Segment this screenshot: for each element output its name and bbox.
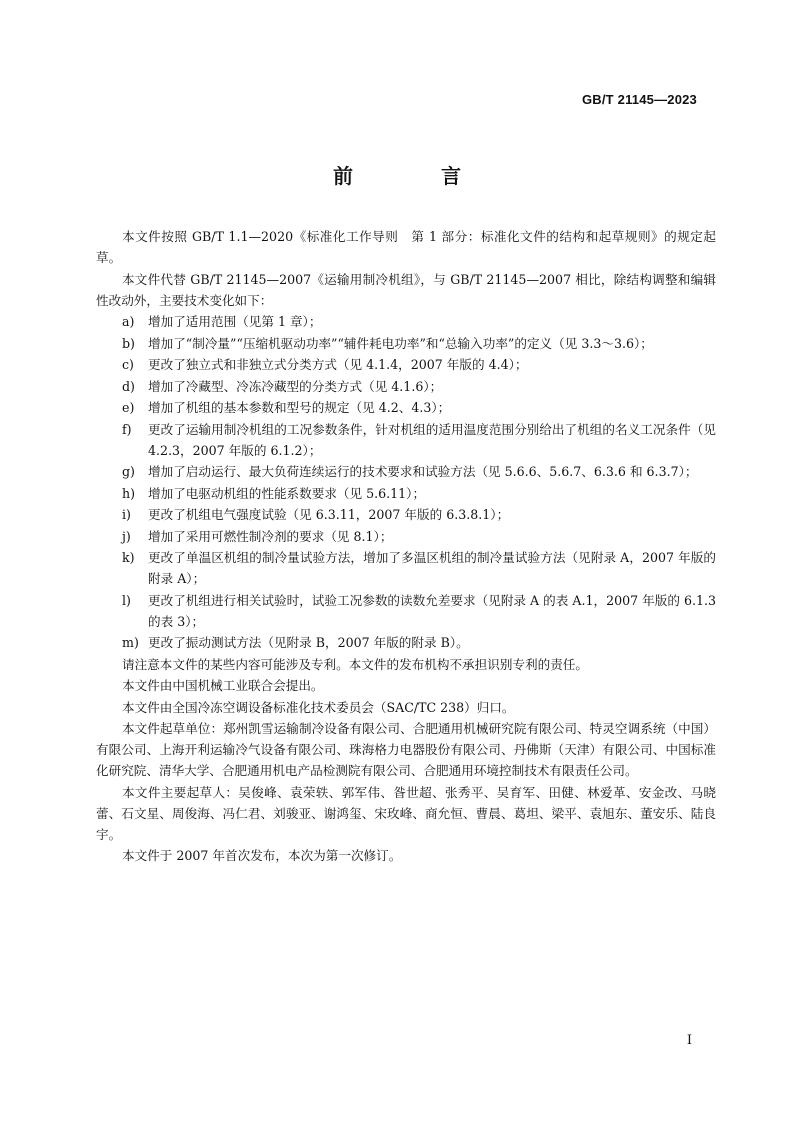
list-item <box>96 504 716 525</box>
list-item-text: 更改了运输用制冷机组的工况参数条件，针对机组的适用温度范围分别给出了机组的名义工况条件（见 4.2.3，2007 年版的 6.1.2）； <box>148 421 716 458</box>
list-item <box>96 311 716 332</box>
list-item-text: 增加了“制冷量”“压缩机驱动功率”“辅件耗电功率”和“总输入功率”的定义（见 3.3～3.6）； <box>148 335 653 351</box>
drafting-units: 本文件起草单位：郑州凯雪运输制冷设备有限公司、合肥通用机械研究院有限公司、特灵空调系统（中国）有限公司、上海开利运输冷气设备有限公司、珠海格力电器股份有限公司、丹佛斯（天津）有限公司、中国标准化研究院、清华大学、合肥通用机电产品检测院有限公司、合肥通用环境控制技术有限责任公司。 <box>96 721 716 778</box>
list-item <box>96 483 716 504</box>
changes-list <box>96 311 716 653</box>
list-item <box>96 333 716 354</box>
intro-paragraph: 本文件按照 GB/T 1.1—2020《标准化工作导则 第 1 部分：标准化文件的结构和起草规则》的规定起草。 <box>96 229 716 265</box>
list-item <box>96 397 716 418</box>
list-item-text: 增加了适用范围（见第 1 章）； <box>148 314 322 329</box>
list-item-text: 增加了冷藏型、冷冻冷藏型的分类方式（见 4.1.6）； <box>148 378 443 394</box>
list-item <box>96 632 716 653</box>
list-item-text: 更改了独立式和非独立式分类方式（见 4.1.4，2007 年版的 4.4）； <box>148 357 528 372</box>
list-item-text: 增加了启动运行、最大负荷连续运行的技术要求和试验方法（见 5.6.6、5.6.7、6.3.6 和 6.3.7）； <box>148 464 698 479</box>
list-marker: f) <box>122 421 132 437</box>
list-item-text: 更改了振动测试方法（见附录 B，2007 年版的附录 B）。 <box>148 635 469 650</box>
list-marker: k) <box>122 550 135 565</box>
list-marker: b) <box>122 335 135 351</box>
list-item-text: 增加了采用可燃性制冷剂的要求（见 8.1）； <box>148 528 393 544</box>
standard-number: GB/T 21145—2023 <box>581 92 697 107</box>
list-item <box>96 590 716 632</box>
list-marker: c) <box>122 357 134 372</box>
list-item-text: 增加了机组的基本参数和型号的规定（见 4.2、4.3）； <box>148 400 451 415</box>
patent-notice: 请注意本文件的某些内容可能涉及专利。本文件的发布机构不承担识别专利的责任。 <box>122 656 588 672</box>
list-item <box>96 461 716 482</box>
list-item-text: 更改了单温区机组的制冷量试验方法，增加了多温区机组的制冷量试验方法（见附录 A，2007 年版的附录 A）； <box>148 550 716 586</box>
drafters: 本文件主要起草人：吴俊峰、袁荣轶、郭军伟、昝世超、张秀平、吴育军、田健、林爱革、安金改、马晓蕾、石文星、周俊海、冯仁君、刘骏亚、谢鸿玺、宋玫峰、商允恒、曹晨、葛坦、梁平、袁旭东、董安乐、陆良宇。 <box>96 784 716 842</box>
list-item <box>96 526 716 547</box>
list-item-text: 增加了电驱动机组的性能系数要求（见 5.6.11）； <box>148 485 426 501</box>
list-marker: h) <box>122 485 136 501</box>
committee-statement: 本文件由全国冷冻空调设备标准化技术委员会（SAC/TC 238）归口。 <box>122 699 515 715</box>
list-item <box>96 376 716 397</box>
list-marker: i) <box>122 507 131 522</box>
page-title: 前 言 <box>333 164 495 188</box>
list-item-text: 更改了机组电气强度试验（见 6.3.11，2007 年版的 6.3.8.1）； <box>148 507 510 522</box>
list-marker: d) <box>122 378 135 394</box>
list-marker: e) <box>122 400 135 415</box>
list-marker: a) <box>122 314 135 329</box>
page-number: I <box>686 1033 692 1048</box>
list-marker: m) <box>122 635 139 650</box>
proposer-statement: 本文件由中国机械工业联合会提出。 <box>122 678 324 693</box>
publication-history: 本文件于 2007 年首次发布，本次为第一次修订。 <box>122 848 402 863</box>
list-item <box>96 354 716 375</box>
list-item-text: 更改了机组进行相关试验时，试验工况参数的读数允差要求（见附录 A 的表 A.1，2007 年版的 6.1.3 的表 3）； <box>148 592 716 629</box>
list-marker: g) <box>122 464 135 479</box>
list-item <box>96 547 716 589</box>
list-marker: l) <box>122 592 131 608</box>
foreword-body <box>96 226 716 867</box>
intro-paragraph: 本文件代替 GB/T 21145—2007《运输用制冷机组》，与 GB/T 21145—2007 相比，除结构调整和编辑性改动外，主要技术变化如下： <box>96 271 716 308</box>
list-item <box>96 419 716 461</box>
list-marker: j) <box>122 528 131 544</box>
